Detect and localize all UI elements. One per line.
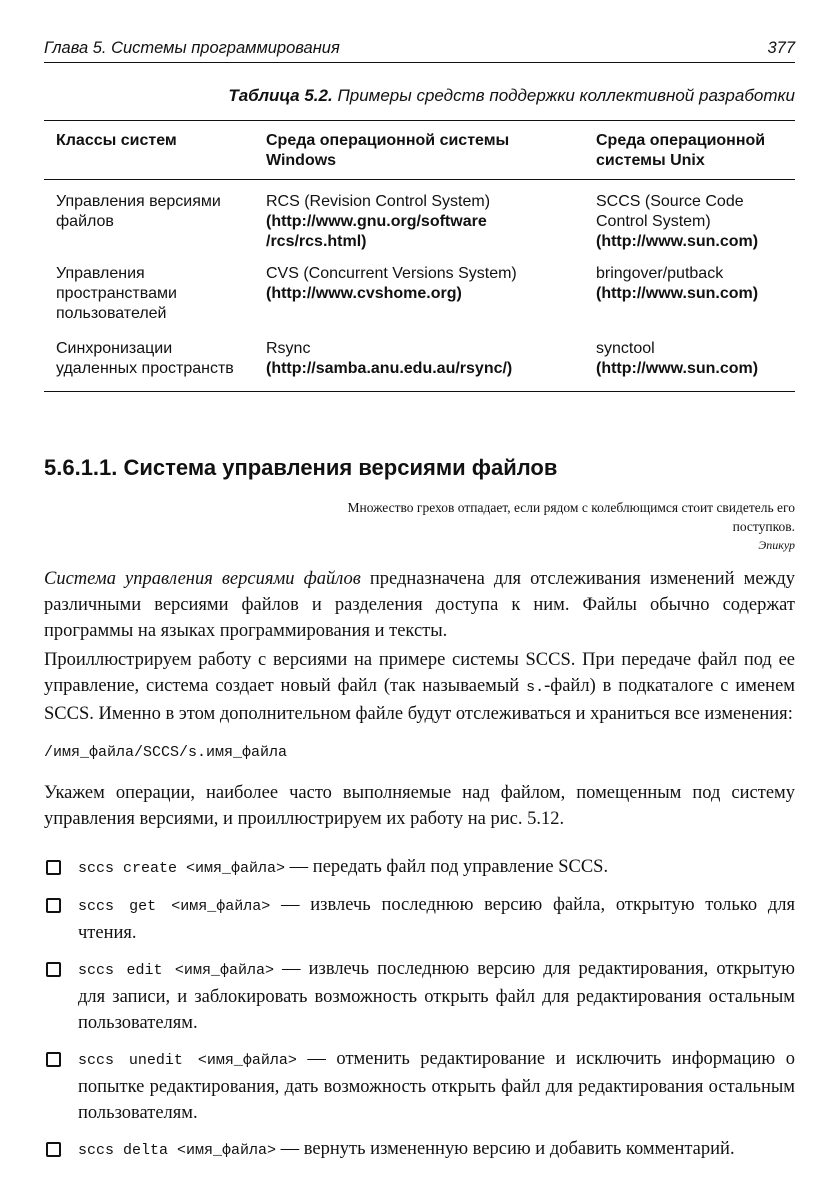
command-description: — извлечь последнюю версию для редактирования, открытую для записи, и заблокировать возможность открыть файл для редактирования остальным пользователям.: [78, 959, 795, 1033]
table-cell-windows: [254, 180, 584, 253]
operations-list: [44, 854, 795, 1174]
table-cell-unix: [584, 180, 795, 253]
tool-url: (http://www.gnu.org/software /rcs/rcs.html): [266, 213, 487, 250]
table-cell-windows: [254, 324, 584, 392]
column-header: Среда операционной системы Windows: [254, 121, 584, 180]
table-row: [44, 180, 795, 253]
tool-url: (http://www.sun.com): [596, 285, 759, 302]
table-caption: [44, 86, 795, 106]
tool-url: (http://www.sun.com): [596, 360, 759, 377]
paragraph: [44, 566, 795, 644]
epigraph-author: Эпикур: [758, 538, 795, 552]
checkbox-bullet-icon: [46, 1052, 61, 1067]
epigraph-text: Множество грехов отпадает, если рядом с колеблющимся стоит свидетель его поступков.: [347, 500, 795, 534]
tool-name: SCCS (Source Code Control System): [596, 193, 744, 230]
tool-name: Rsync: [266, 340, 311, 357]
chapter-title: Глава 5. Системы программирования: [44, 39, 340, 57]
paragraph-text: Проиллюстрируем работу с версиями на примере системы SCCS. При передаче файл под ее управление, система создает новый файл (так называемый: [44, 650, 795, 696]
tool-url: (http://www.sun.com): [596, 233, 759, 250]
command-description: — извлечь последнюю версию файла, открытую только для чтения.: [78, 895, 795, 943]
command-code: sccs edit <имя_файла>: [78, 962, 274, 979]
checkbox-bullet-icon: [46, 860, 61, 875]
table-cell-unix: [584, 252, 795, 324]
tool-name: CVS (Concurrent Versions System): [266, 265, 517, 282]
column-header: Классы систем: [44, 121, 254, 180]
table-row: [44, 252, 795, 324]
list-item: [44, 892, 795, 946]
table-cell-class: Управления версиями файлов: [56, 193, 221, 230]
table-header-row: [44, 121, 795, 180]
paragraph-text: предназначена для отслеживания изменений между различными версиями файлов и разделения доступа к ним. Файлы обычно содержат программы на языках программирования и тексты.: [44, 569, 796, 641]
command-description: — вернуть измененную версию и добавить комментарий.: [276, 1139, 735, 1159]
list-item: [44, 854, 795, 882]
tool-name: bringover/putback: [596, 265, 724, 282]
term-italic: Система управления версиями файлов: [44, 569, 361, 589]
running-header: [44, 36, 795, 63]
epigraph: [335, 498, 795, 555]
paragraph-text: -файл) в подкаталоге с именем SCCS. Именно в этом дополнительном файле будут отслеживаться и храниться все изменения:: [44, 676, 795, 724]
list-item: [44, 956, 795, 1036]
command-code: sccs delta <имя_файла>: [78, 1142, 277, 1159]
command-description: — передать файл под управление SCCS.: [285, 857, 609, 877]
command-description: — отменить редактирование и исключить информацию о попытке редактирования, дать возможность открыть файл для редактирования остальным пользователям.: [78, 1049, 795, 1123]
paragraph-text: Укажем операции, наиболее часто выполняемые над файлом, помещенным под систему управления версиями, и проиллюстрируем их работу на рис. 5.12.: [44, 783, 795, 829]
table-cell-windows: [254, 252, 584, 324]
table-cell-unix: [584, 324, 795, 392]
tool-name: RCS (Revision Control System): [266, 193, 491, 210]
column-header: Среда операционной системы Unix: [584, 121, 795, 180]
command-code: sccs get <имя_файла>: [78, 898, 271, 915]
file-path: /имя_файла/SCCS/s.имя_файла: [44, 744, 288, 761]
paragraph: [44, 780, 795, 832]
section-title: 5.6.1.1. Система управления версиями файлов: [44, 455, 558, 480]
table-cell-class: Синхронизации удаленных пространств: [44, 324, 254, 392]
page-number: 377: [767, 39, 795, 57]
table-row: [44, 324, 795, 392]
checkbox-bullet-icon: [46, 1142, 61, 1157]
command-code: sccs unedit <имя_файла>: [78, 1052, 297, 1069]
checkbox-bullet-icon: [46, 898, 61, 913]
support-tools-table: [44, 120, 795, 392]
list-item: [44, 1046, 795, 1126]
tool-url: (http://www.cvshome.org): [266, 285, 462, 302]
paragraph: [44, 647, 795, 727]
inline-code: s.: [526, 679, 545, 696]
checkbox-bullet-icon: [46, 962, 61, 977]
command-code: sccs create <имя_файла>: [78, 860, 286, 877]
tool-name: synctool: [596, 340, 655, 357]
tool-url: (http://samba.anu.edu.au/rsync/): [266, 360, 513, 377]
list-item: [44, 1136, 795, 1164]
table-cell-class: Управления пространствами пользователей: [56, 265, 177, 322]
table-caption-text: Примеры средств поддержки коллективной разработки: [337, 86, 795, 105]
table-caption-label: Таблица 5.2.: [228, 86, 333, 105]
